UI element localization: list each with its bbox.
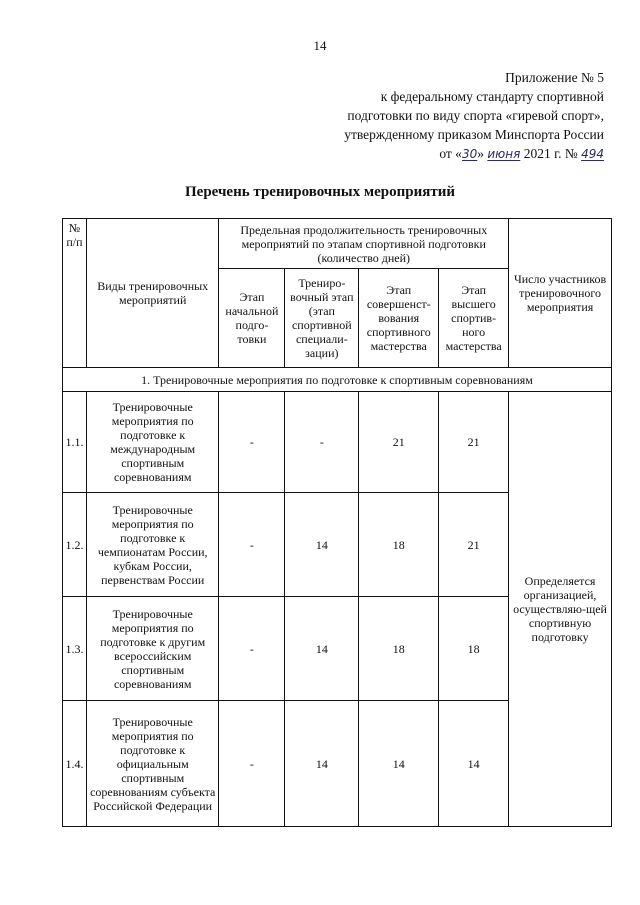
row-stage-2: 14: [285, 493, 359, 597]
page-number: 14: [313, 38, 327, 53]
row-stage-2: -: [285, 392, 359, 493]
row-stage-4: 21: [439, 493, 509, 597]
date-day: 30: [461, 147, 478, 161]
row-name: Тренировочные мероприятия по подготовке к международным спортивным соревнованиям: [86, 392, 219, 493]
row-num: 1.3.: [63, 597, 87, 701]
header-stage-4: Этап высшего спортив-ного мастерства: [439, 269, 509, 368]
header-duration: Предельная продолжительность тренировочных мероприятий по этапам спортивной подготовки (количество дней): [219, 219, 509, 269]
section-heading: 1. Тренировочные мероприятия по подготовке к спортивным соревнованиям: [63, 368, 612, 392]
date-mid: »: [477, 146, 484, 161]
appendix-date-line: [304, 144, 604, 164]
row-stage-4: 21: [439, 392, 509, 493]
header-stage-3: Этап совершенст-вования спортивного мастерства: [359, 269, 439, 368]
row-stage-1: -: [219, 597, 285, 701]
row-stage-3: 14: [359, 701, 439, 827]
appendix-line-3: подготовки по виду спорта «гиревой спорт»,: [347, 108, 604, 123]
appendix-line-1: Приложение № 5: [505, 70, 604, 85]
row-name: Тренировочные мероприятия по подготовке к официальным спортивным соревнованиям субъекта Российской Федерации: [86, 701, 219, 827]
date-prefix: от «: [439, 146, 462, 161]
header-num: № п/п: [63, 219, 87, 368]
order-number: 494: [581, 147, 604, 161]
appendix-line-4: утвержденному приказом Минспорта России: [344, 127, 604, 142]
row-num: 1.2.: [63, 493, 87, 597]
date-month: июня: [487, 147, 521, 161]
row-name: Тренировочные мероприятия по подготовке к другим всероссийским спортивным соревнованиям: [86, 597, 219, 701]
participants-note: Определяется организацией, осуществляю-щей спортивную подготовку: [509, 392, 612, 827]
row-stage-3: 18: [359, 493, 439, 597]
row-stage-3: 18: [359, 597, 439, 701]
row-stage-4: 18: [439, 597, 509, 701]
row-num: 1.1.: [63, 392, 87, 493]
document-title: Перечень тренировочных мероприятий: [185, 184, 455, 200]
header-stage-1: Этап начальной подго-товки: [219, 269, 285, 368]
row-stage-2: 14: [285, 597, 359, 701]
header-kinds: Виды тренировочных мероприятий: [86, 219, 219, 368]
row-stage-4: 14: [439, 701, 509, 827]
row-stage-2: 14: [285, 701, 359, 827]
row-stage-1: -: [219, 392, 285, 493]
row-name: Тренировочные мероприятия по подготовке к чемпионатам России, кубкам России, первенствам России: [86, 493, 219, 597]
row-num: 1.4.: [63, 701, 87, 827]
row-stage-1: -: [219, 701, 285, 827]
table-row: [63, 392, 612, 493]
appendix-line-2: к федеральному стандарту спортивной: [380, 89, 604, 104]
appendix-block: [304, 68, 604, 164]
header-participants: Число участников тренировочного мероприятия: [509, 219, 612, 368]
date-year: 2021 г. №: [523, 146, 578, 161]
row-stage-1: -: [219, 493, 285, 597]
events-table: [62, 218, 612, 827]
header-stage-2: Трениро-вочный этап (этап спортивной специали-зации): [285, 269, 359, 368]
row-stage-3: 21: [359, 392, 439, 493]
